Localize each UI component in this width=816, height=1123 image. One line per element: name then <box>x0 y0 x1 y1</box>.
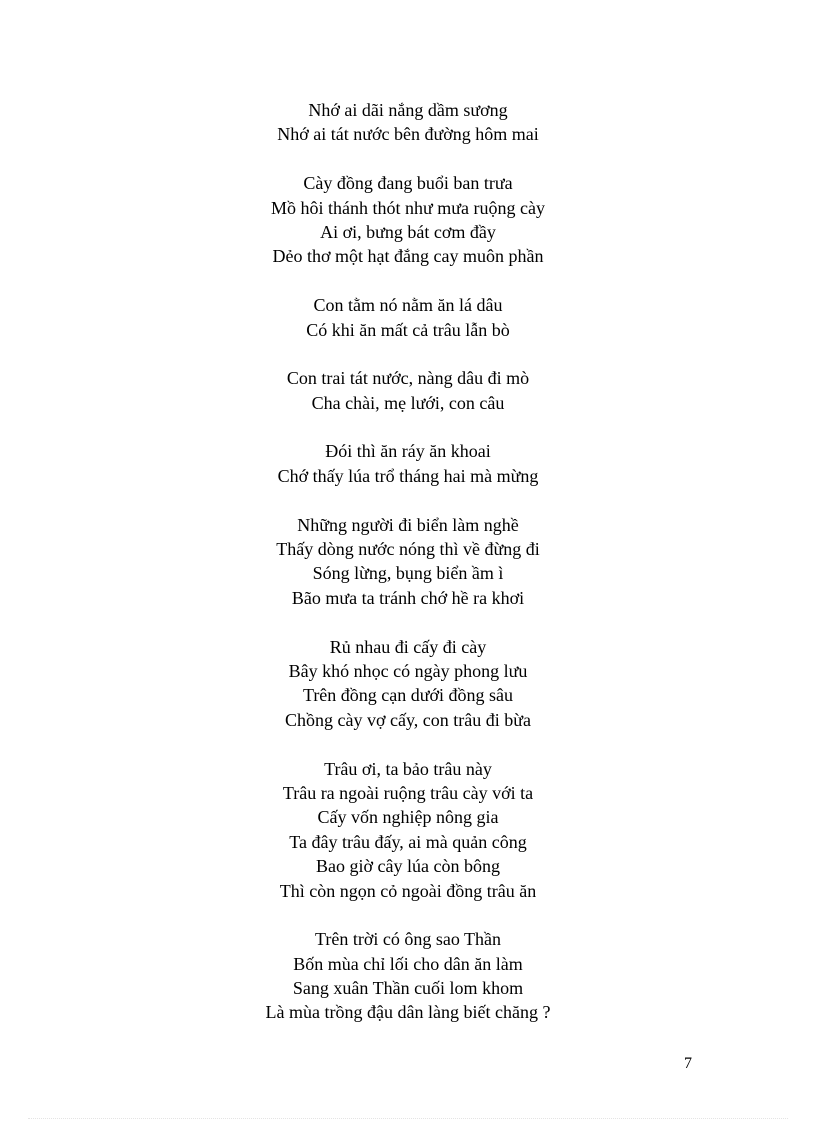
poem-line: Cấy vốn nghiệp nông gia <box>317 807 499 828</box>
poem-line: Sang xuân Thần cuối lom khom <box>292 978 524 999</box>
poem-line: Có khi ăn mất cả trâu lẫn bò <box>306 319 510 340</box>
poem-line: Nhớ ai dãi nắng dầm sương <box>308 100 508 120</box>
poem-line: Trâu ơi, ta bảo trâu này <box>324 758 492 779</box>
stanza-6 <box>0 513 816 611</box>
stanza-5 <box>0 439 816 488</box>
poem-line: Mồ hôi thánh thót như mưa ruộng cày <box>271 197 545 218</box>
poem-line: Những người đi biển làm nghề <box>297 514 519 535</box>
poem-line: Trên trời có ông sao Thần <box>314 929 501 950</box>
stanza-9 <box>0 927 816 1025</box>
stanza-8 <box>0 757 816 903</box>
poem-line: Dẻo thơ một hạt đắng cay muôn phần <box>272 246 544 267</box>
poem-line: Ta đây trâu đấy, ai mà quản công <box>289 831 527 852</box>
stanza-4 <box>0 366 816 415</box>
poem-line: Bão mưa ta tránh chớ hề ra khơi <box>291 587 525 608</box>
poem-line: Cày đồng đang buổi ban trưa <box>303 173 513 194</box>
poem-line: Con tằm nó nằm ăn lá dâu <box>313 295 503 316</box>
stanza-7 <box>0 635 816 733</box>
poem-line: Thì còn ngọn cỏ ngoài đồng trâu ăn <box>279 880 537 901</box>
page-number: 7 <box>684 1055 692 1072</box>
stanza-3 <box>0 293 816 342</box>
stanza-1 <box>0 98 816 147</box>
stanza-2 <box>0 171 816 269</box>
poem-line: Đói thì ăn ráy ăn khoai <box>325 441 491 462</box>
poem-line: Trâu ra ngoài ruộng trâu cày với ta <box>282 782 534 803</box>
poem-line: Là mùa trồng đậu dân làng biết chăng ? <box>265 1002 551 1023</box>
poem <box>0 98 816 1049</box>
poem-line: Thấy dòng nước nóng thì về đừng đi <box>276 539 540 560</box>
poem-line: Ai ơi, bưng bát cơm đầy <box>320 221 496 242</box>
poem-line: Rủ nhau đi cấy đi cày <box>329 636 487 657</box>
poem-line: Nhớ ai tát nước bên đường hôm mai <box>277 124 539 145</box>
poem-line: Chồng cày vợ cấy, con trâu đi bừa <box>284 709 532 730</box>
poem-line: Bây khó nhọc có ngày phong lưu <box>288 660 528 681</box>
poem-line: Con trai tát nước, nàng dâu đi mò <box>286 368 530 389</box>
poem-line: Sóng lừng, bụng biển ầm ì <box>312 563 504 584</box>
poem-line: Cha chài, mẹ lưới, con câu <box>311 392 505 413</box>
poem-line: Bốn mùa chỉ lối cho dân ăn làm <box>293 953 523 974</box>
poem-line: Chớ thấy lúa trổ tháng hai mà mừng <box>277 465 539 486</box>
page-bottom-divider <box>28 1118 788 1119</box>
poem-line: Bao giờ cây lúa còn bông <box>316 856 500 877</box>
poem-line: Trên đồng cạn dưới đồng sâu <box>302 685 514 706</box>
